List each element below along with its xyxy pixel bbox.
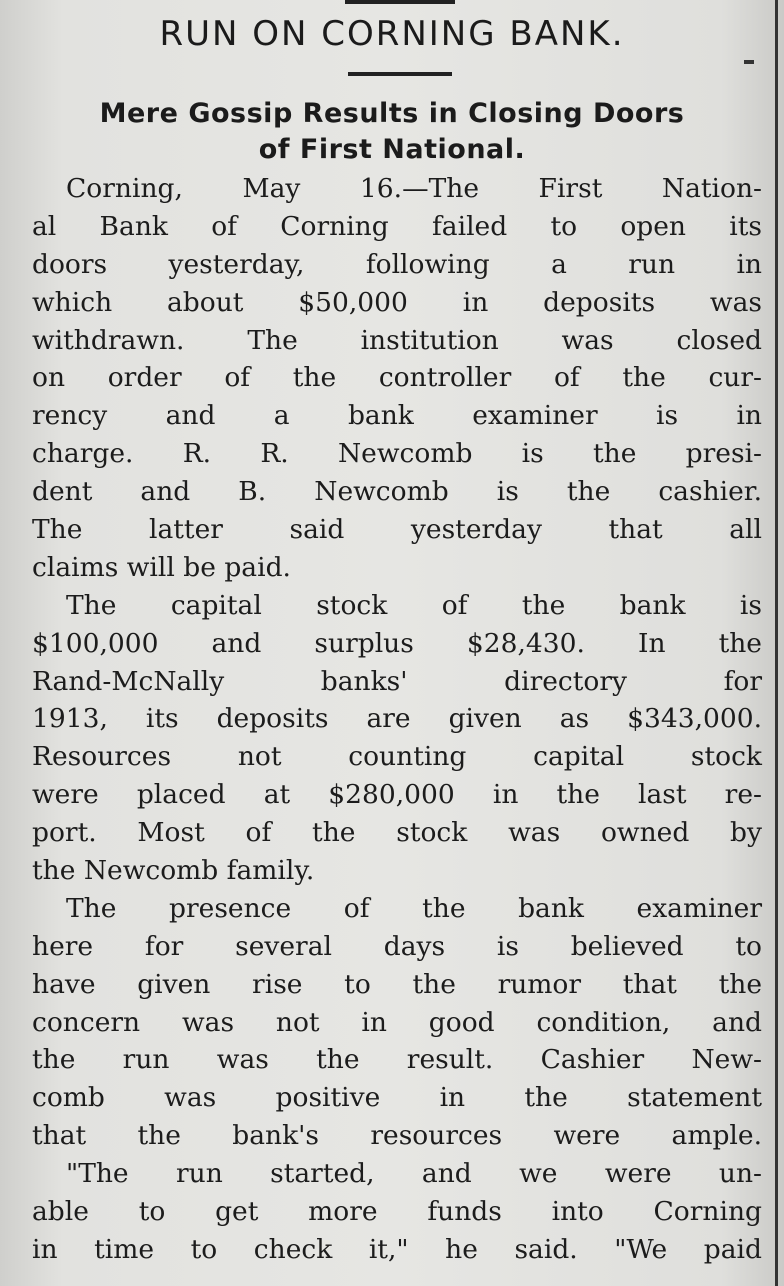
article-line: that the bank's resources were ample.: [32, 1120, 762, 1152]
article-line: port. Most of the stock was owned by: [32, 817, 762, 849]
article-line: comb was positive in the statement: [32, 1082, 762, 1114]
article-line: al Bank of Corning failed to open its: [32, 210, 762, 242]
top-rule: [345, 0, 455, 4]
article-line: dent and B. Newcomb is the cashier.: [32, 476, 762, 508]
article-line: the run was the result. Cashier New-: [32, 1044, 762, 1076]
article-line: "The run started, and we were un-: [66, 1158, 762, 1190]
article-line: withdrawn. The institution was closed: [32, 324, 762, 356]
subhead-line: Mere Gossip Results in Closing Doors: [99, 98, 685, 129]
article-line: doors yesterday, following a run in: [32, 248, 762, 280]
subhead: [20, 96, 764, 168]
article-body: [32, 170, 762, 1269]
article-line: here for several days is believed to: [32, 930, 762, 962]
article-line: were placed at $280,000 in the last re-: [32, 779, 762, 811]
article-line: in time to check it," he said. "We paid: [32, 1233, 762, 1265]
article-line: Corning, May 16.—The First Nation-: [66, 173, 762, 204]
article-line: which about $50,000 in deposits was: [32, 286, 762, 318]
article-line: Resources not counting capital stock: [32, 741, 762, 773]
article-line: $100,000 and surplus $28,430. In the: [32, 627, 762, 659]
article-line: The capital stock of the bank is: [66, 589, 762, 621]
article-line: rency and a bank examiner is in: [32, 400, 762, 432]
article-line: The latter said yesterday that all: [32, 514, 762, 546]
article-line: able to get more funds into Corning: [32, 1196, 762, 1228]
column-border: [775, 0, 778, 1286]
margin-mark: [744, 60, 754, 64]
subhead-line: of First National.: [258, 134, 526, 165]
article-line: 1913, its deposits are given as $343,000.: [32, 703, 762, 735]
article-line: the Newcomb family.: [32, 855, 315, 887]
headline-rule: [348, 72, 452, 76]
article-line: have given rise to the rumor that the: [32, 968, 762, 1000]
article-line: The presence of the bank examiner: [66, 892, 762, 924]
article-line: claims will be paid.: [32, 551, 291, 583]
article-line: charge. R. R. Newcomb is the presi-: [32, 438, 762, 470]
headline: RUN ON CORNING BANK.: [159, 14, 625, 54]
article-line: concern was not in good condition, and: [32, 1006, 762, 1038]
article-line: on order of the controller of the cur-: [32, 362, 762, 394]
article-line: Rand-McNally banks' directory for: [32, 665, 762, 697]
